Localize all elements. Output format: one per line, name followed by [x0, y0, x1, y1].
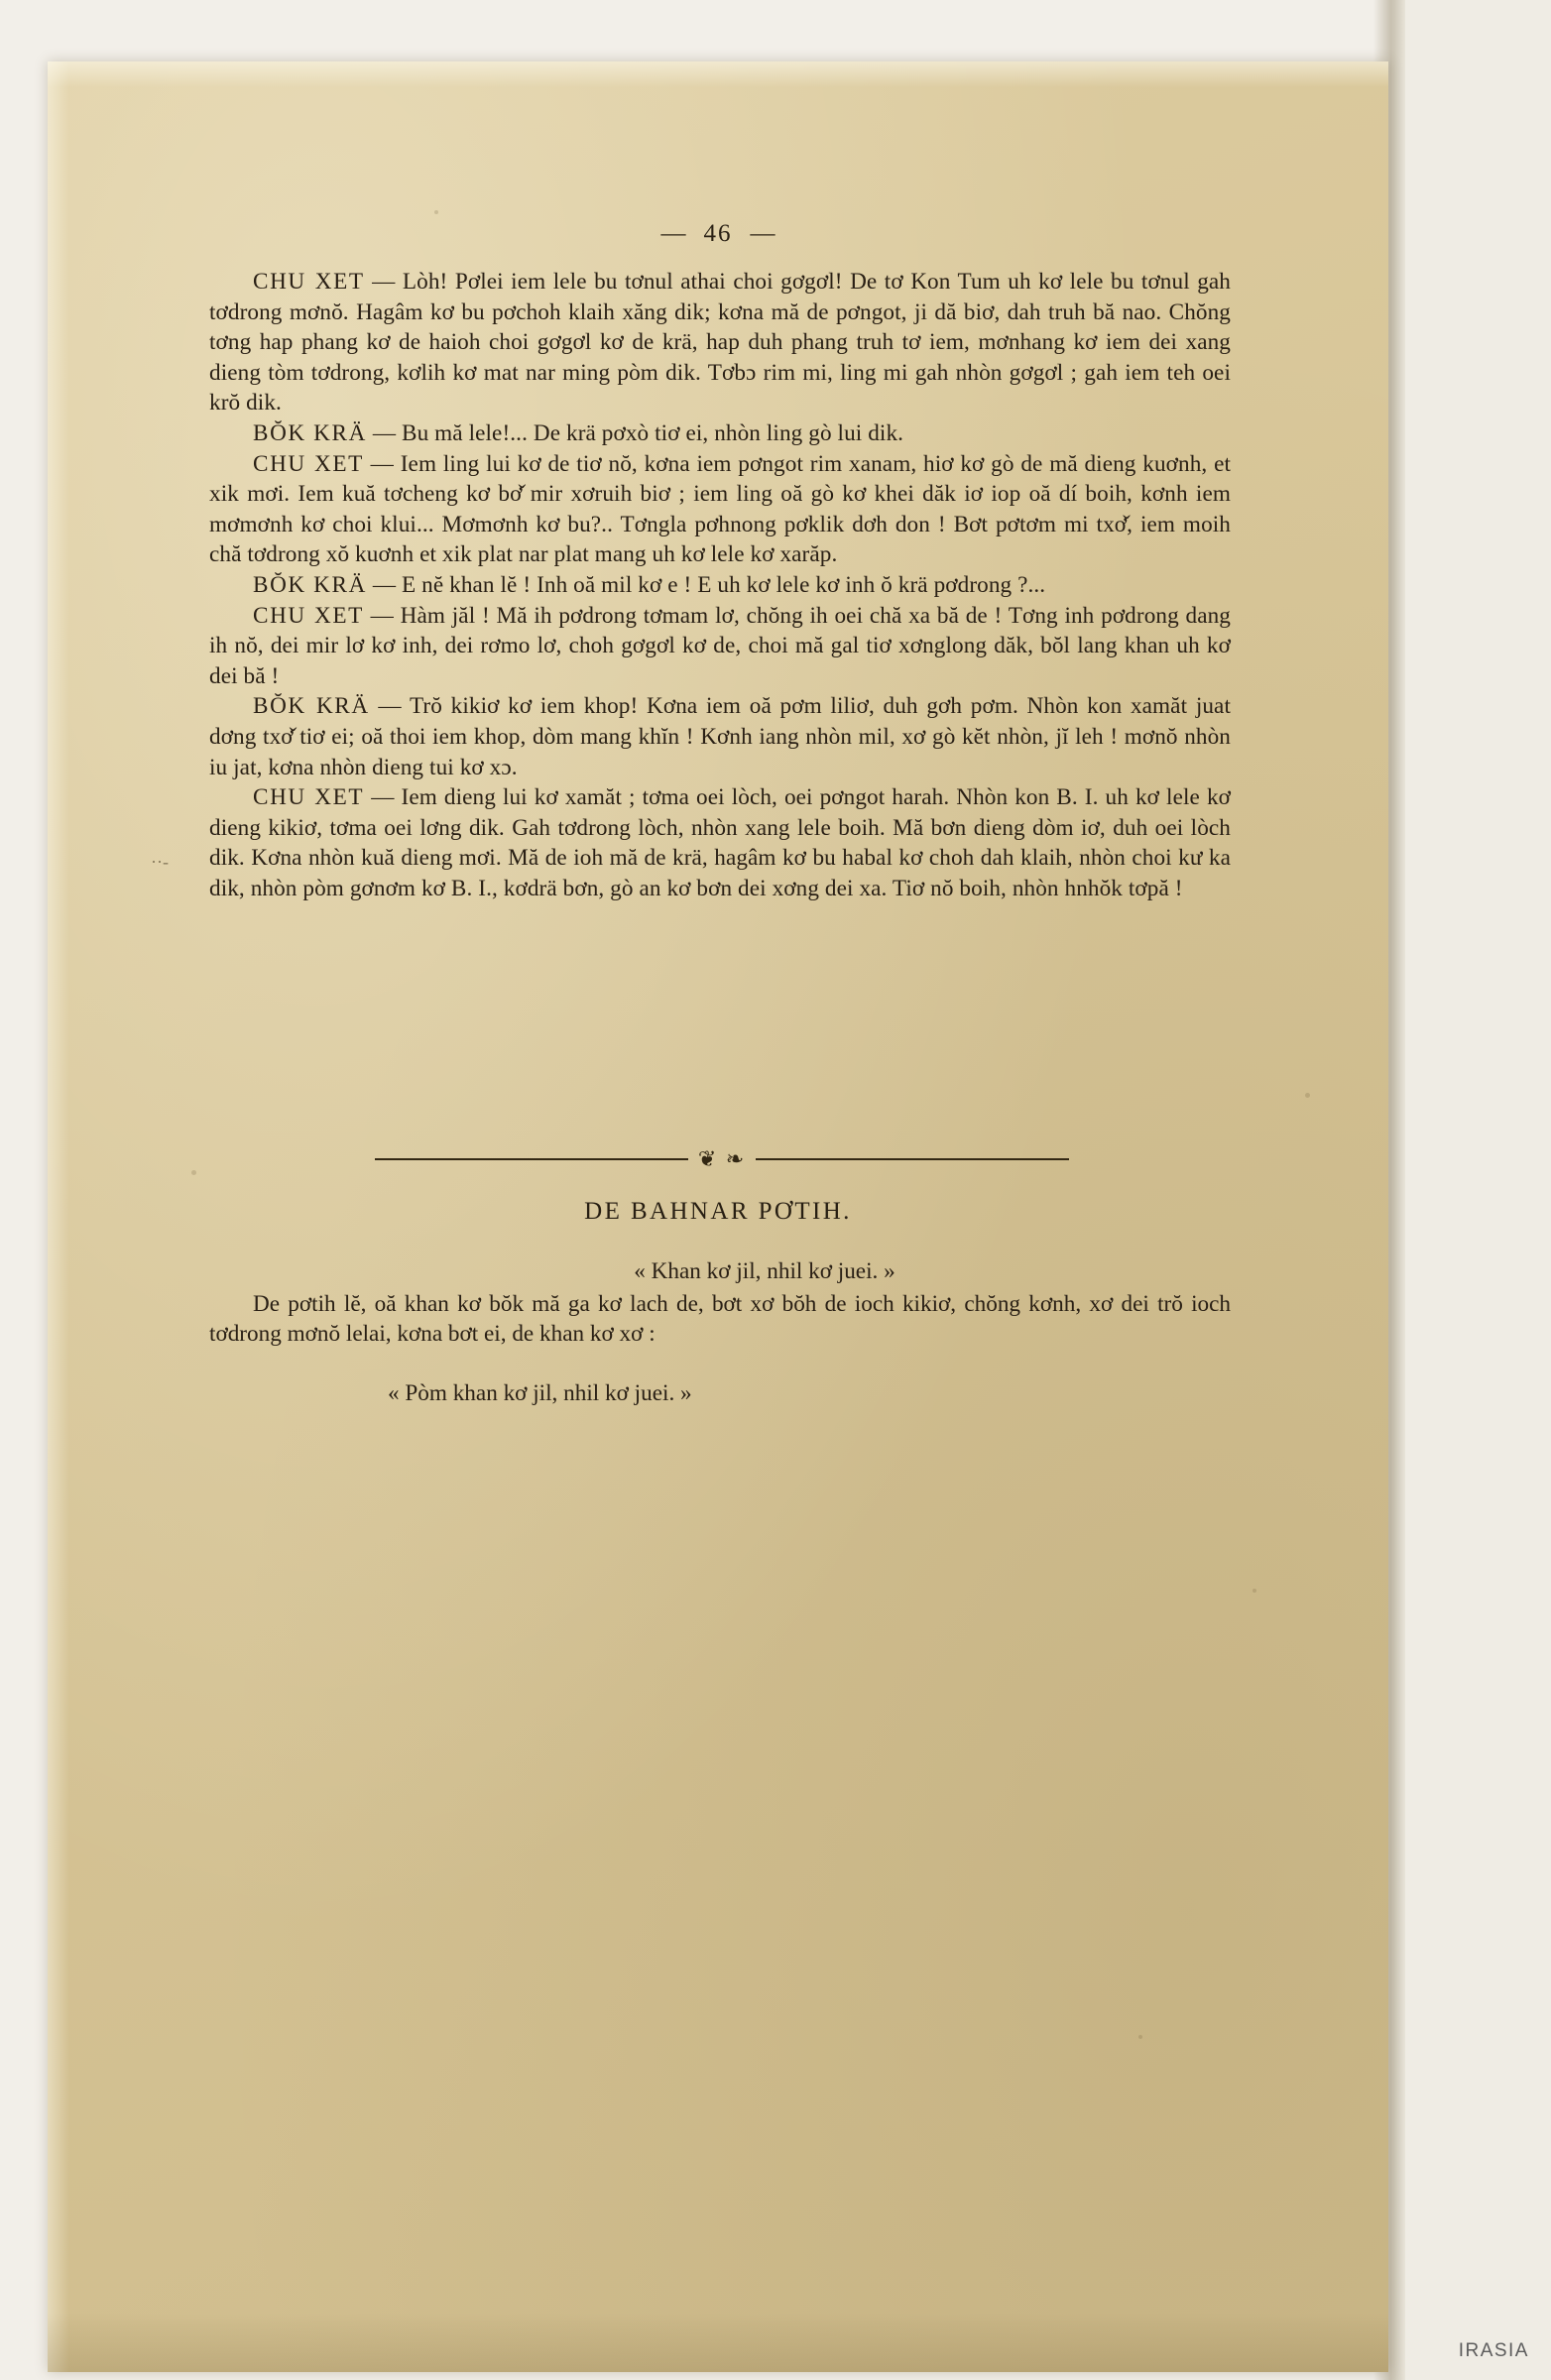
ornament-rule-left	[375, 1158, 688, 1160]
dialogue-text: — Iem ling lui kơ de tiơ nŏ, kơna iem pơngot rim xanam, hiơ kơ gò de mă dieng kuơnh, et xik mơi. Iem kuă tơcheng kơ bơ̌ mir xơruih biơ ; iem ling oă gò kơ khei dăk iơ iop oă dí boih, kơnh iem mơmơnh kơ choi klui... Mơmơnh kơ bu?.. Tơngla pơhnong pơklik dơh don ! Bơt pơtơm mi txơ̌, iem moih chă tơdrong xŏ kuơnh et xik plat nar plat mang uh kơ lele kơ xarăp.	[209, 450, 1231, 568]
dialogue-paragraph	[209, 691, 1231, 782]
speaker-label: CHU XET	[253, 269, 365, 295]
page-content	[48, 61, 1388, 2372]
epigraph-closing-quote: « Pòm khan kơ jil, nhil kơ juei. »	[388, 1380, 692, 1406]
dialogue-paragraph	[209, 570, 1231, 601]
dialogue-text: — Iem dieng lui kơ xamăt ; tơma oei lòch, oei pơngot harah. Nhòn kon B. I. uh kơ lele kơ dieng kikiơ, tơma oei lơng dik. Gah tơdrong lòch, nhòn xang lele boih. Mă bơn dieng dòm iơ, duh oei lòch dik. Kơna nhòn kuă dieng mơi. Mă de ioh mă de krä, hagâm kơ bu habal kơ choh dah klaih, nhòn choi kư ka dik, nhòn pòm gơnơm kơ B. I., kơdrä bơn, gò an kơ bơn dei xơng dei xa. Tiơ nŏ boih, nhòn hnhŏk tơpă !	[209, 784, 1232, 901]
ornament-rule-right	[756, 1158, 1069, 1160]
speaker-label: BŎK KRÄ	[253, 419, 367, 446]
folio-number: 46	[703, 220, 733, 247]
speaker-label: BŎK KRÄ	[253, 571, 367, 598]
dialogue-paragraph	[209, 267, 1231, 418]
dialogue-paragraph	[209, 449, 1231, 570]
dialogue-text: — Trŏ kikiơ kơ iem khop! Kơna iem oă pơm liliơ, duh gơh pơm. Nhòn kon xamăt juat dơng txơ̌ tiơ ei; oă thoi iem khop, dòm mang khĭn ! Kơnh iang nhòn mil, xơ gò kĕt nhòn, jĭ leh ! mơnŏ nhòn iu jat, kơna nhòn dieng tui kơ xɔ.	[209, 693, 1231, 780]
dialogue-body	[209, 267, 1231, 903]
page-folio	[48, 220, 1388, 248]
ornament-glyph: ❦ ❧	[697, 1146, 747, 1171]
section-ornament-divider	[375, 1146, 1069, 1172]
dialogue-text: — Lòh! Pơlei iem lele bu tơnul athai choi gơgơl! De tơ Kon Tum uh kơ lele bu tơnul gah tơdrong mơnŏ. Hagâm kơ bu pơchoh klaih xăng dik; kơna mă de pơngot, ji dă biơ, dah truh bă nao. Chŏng tơng hap phang kơ de haioh choi gơgơl kơ de krä, hap duh phang truh tơ iem, mơnhang kơ iem dei xang dieng tòm tơdrong, kơlih kơ mat nar ming pòm dik. Tơbɔ rim mi, ling mi gah nhòn gơgơl ; gah iem teh oei krŏ dik.	[209, 269, 1232, 416]
dialogue-text: — E nĕ khan lĕ ! Inh oă mil kơ e ! E uh kơ lele kơ inh ŏ krä pơdrong ?...	[366, 571, 1046, 598]
folio-dash-left: —	[660, 220, 686, 247]
dialogue-paragraph	[209, 782, 1231, 903]
dialogue-paragraph	[209, 601, 1231, 692]
speaker-label: CHU XET	[253, 450, 364, 477]
page-gutter-right	[1393, 0, 1551, 2380]
scan-watermark: IRASIA	[1458, 2340, 1529, 2361]
epigraph-paragraph: De pơtih lĕ, oă khan kơ bŏk mă ga kơ lach de, bơt xơ bŏh de ioch kikiơ, chŏng kơnh, xơ dei trŏ ioch tơdrong mơnŏ lelai, kơna bơt ei, de khan kơ xơ :	[209, 1290, 1231, 1348]
speaker-label: BŎK KRÄ	[253, 693, 370, 720]
speaker-label: CHU XET	[253, 784, 365, 811]
epigraph-quote: « Khan kơ jil, nhil kơ juei. »	[634, 1258, 895, 1284]
section-title: DE BAHNAR PƠTIH.	[584, 1198, 852, 1225]
dialogue-text: — Bu mă lele!... De krä pơxò tiơ ei, nhòn ling gò lui dik.	[366, 419, 904, 446]
margin-pencil-tick: ··-	[151, 852, 169, 872]
speaker-label: CHU XET	[253, 602, 364, 629]
dialogue-paragraph	[209, 418, 1231, 449]
scanned-page	[48, 61, 1388, 2372]
dialogue-text: — Hàm jăl ! Mă ih pơdrong tơmam lơ, chŏng ih oei chă xa bă de ! Tơng inh pơdrong dang ih nŏ, dei mir lơ kơ inh, dei rơmo lơ, choh gơgơl kơ de, choi mă gal tiơ xơnglong dăk, bŏl lang khan uh kơ dei bă !	[209, 602, 1231, 689]
folio-dash-right: —	[750, 220, 776, 247]
epigraph-block	[209, 1256, 1231, 1350]
